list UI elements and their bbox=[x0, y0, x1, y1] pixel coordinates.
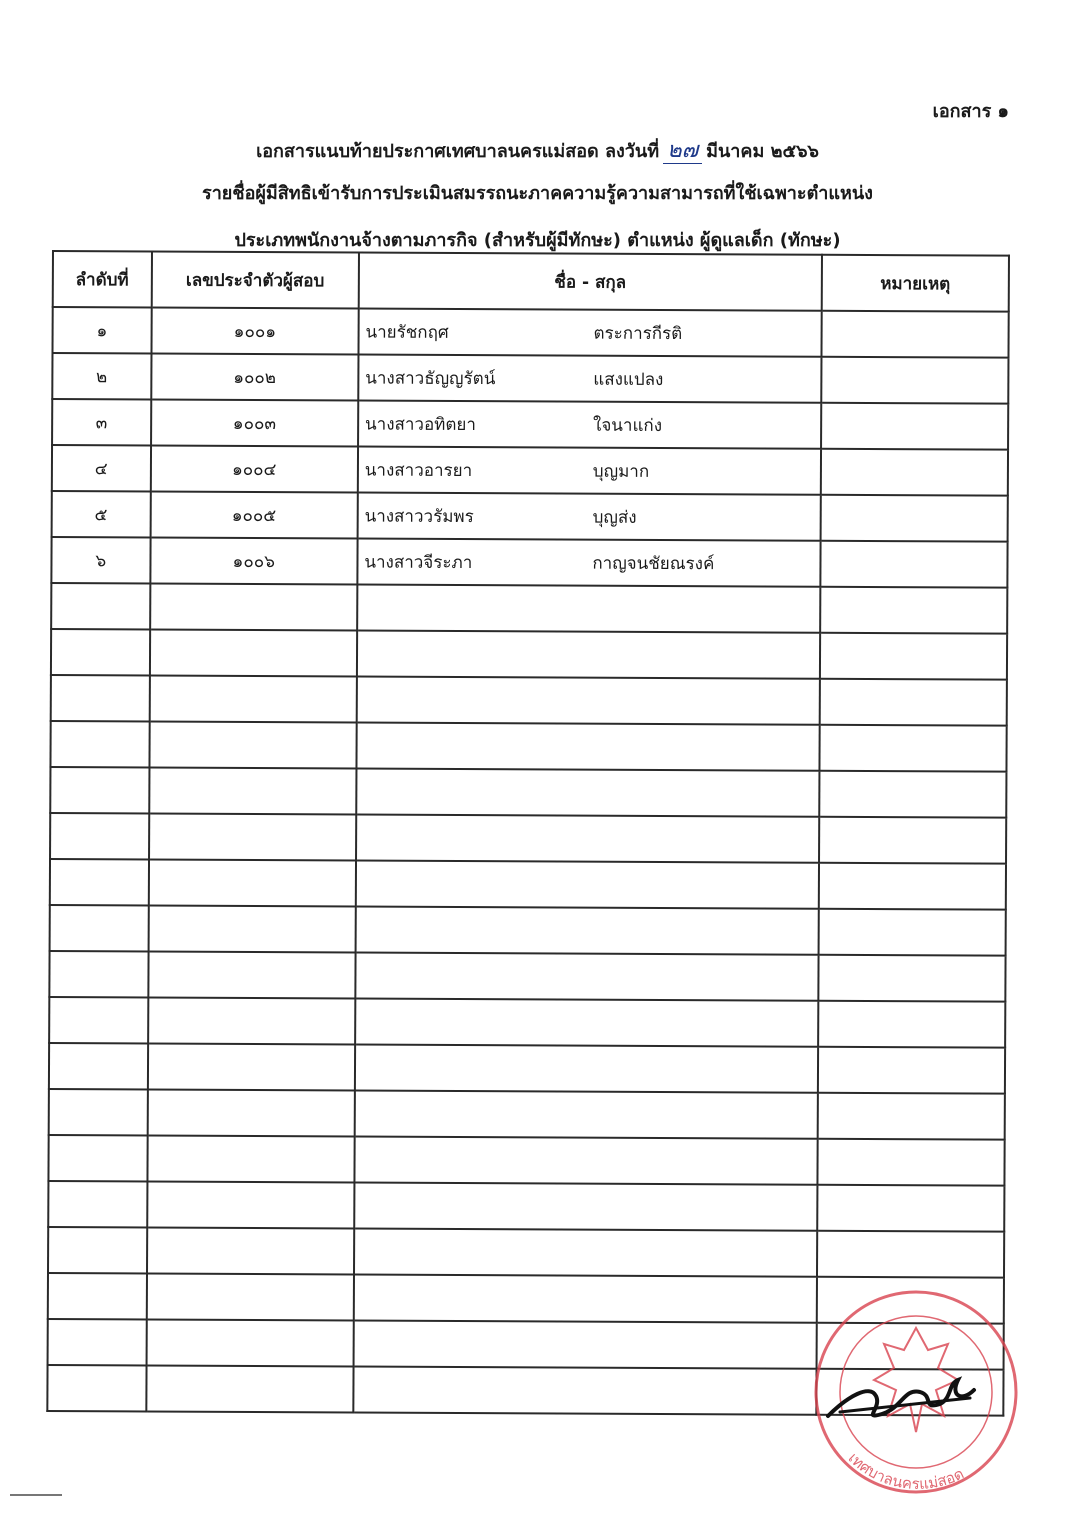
cell-no bbox=[49, 951, 148, 997]
cell-no bbox=[50, 721, 149, 767]
table-row bbox=[49, 1043, 1005, 1094]
footer-mark bbox=[10, 1494, 62, 1496]
cell-no: ๖ bbox=[51, 537, 150, 583]
table-row bbox=[50, 721, 1006, 772]
table-row bbox=[51, 629, 1007, 680]
cell-exam-id bbox=[148, 951, 356, 998]
cell-no bbox=[50, 859, 149, 905]
cell-note bbox=[818, 1047, 1005, 1094]
last-name: บุญมาก bbox=[592, 461, 650, 482]
cell-no bbox=[51, 629, 150, 675]
cell-no: ๒ bbox=[52, 353, 151, 399]
cell-note bbox=[818, 1001, 1005, 1048]
table-row bbox=[51, 583, 1007, 634]
first-name: นางสาวอารยา bbox=[364, 460, 473, 481]
cell-name bbox=[355, 952, 818, 1000]
cell-exam-id bbox=[148, 905, 356, 952]
last-name: แสงแปลง bbox=[593, 369, 664, 390]
cell-exam-id: ๑๐๐๓ bbox=[151, 399, 359, 446]
table-row bbox=[49, 951, 1005, 1002]
name-wrap bbox=[359, 364, 820, 393]
cell-name bbox=[358, 400, 821, 448]
cell-note bbox=[817, 1185, 1004, 1232]
cell-exam-id: ๑๐๐๕ bbox=[150, 491, 358, 538]
cell-no bbox=[48, 1319, 147, 1365]
cell-no bbox=[47, 1365, 146, 1411]
header-exam-id: เลขประจำตัวผู้สอบ bbox=[151, 251, 359, 308]
cell-exam-id bbox=[150, 629, 358, 676]
name-wrap bbox=[359, 456, 820, 485]
cell-name bbox=[357, 538, 820, 586]
cell-name bbox=[354, 1274, 817, 1322]
cell-exam-id bbox=[148, 997, 356, 1044]
cell-exam-id: ๑๐๐๒ bbox=[151, 353, 359, 400]
cell-note bbox=[821, 449, 1008, 496]
seal-text: เทศบาลนครแม่สอด bbox=[844, 1448, 967, 1493]
cell-note bbox=[819, 817, 1006, 864]
cell-no bbox=[51, 675, 150, 721]
table-row bbox=[50, 859, 1006, 910]
cell-no bbox=[51, 583, 150, 629]
official-seal bbox=[800, 1284, 1032, 1504]
cell-no bbox=[48, 1181, 147, 1227]
table-row bbox=[52, 353, 1008, 404]
table-header-row bbox=[53, 251, 1009, 312]
cell-name bbox=[357, 676, 820, 724]
cell-name bbox=[358, 492, 821, 540]
cell-note bbox=[817, 1231, 1004, 1278]
cell-name bbox=[358, 354, 821, 402]
cell-no bbox=[50, 767, 149, 813]
signature-underline bbox=[840, 1398, 970, 1412]
header-note: หมายเหตุ bbox=[822, 255, 1009, 312]
cell-name bbox=[356, 722, 819, 770]
table-row bbox=[52, 445, 1008, 496]
cell-no: ๔ bbox=[52, 445, 151, 491]
cell-note bbox=[817, 1093, 1004, 1140]
announcement-subtitle: รายชื่อผู้มีสิทธิเข้ารับการประเมินสมรรถนะภาคความรู้ความสามารถที่ใช้เฉพาะตำแหน่ง bbox=[202, 183, 873, 204]
cell-name bbox=[353, 1320, 816, 1368]
handwritten-day: ๒๗ bbox=[663, 138, 702, 164]
cell-name bbox=[356, 814, 819, 862]
table-row bbox=[51, 675, 1007, 726]
cell-note bbox=[819, 679, 1006, 726]
table-row bbox=[49, 1089, 1005, 1140]
cell-name bbox=[355, 1044, 818, 1092]
header-name: ชื่อ - สกุล bbox=[359, 252, 822, 310]
cell-exam-id: ๑๐๐๖ bbox=[150, 537, 358, 584]
cell-note bbox=[818, 909, 1005, 956]
cell-exam-id bbox=[146, 1365, 354, 1412]
garuda-emblem-icon bbox=[874, 1328, 958, 1432]
last-name: กาญจนชัยณรงค์ bbox=[592, 553, 715, 574]
candidate-table bbox=[46, 250, 1010, 1417]
cell-exam-id bbox=[149, 675, 357, 722]
cell-exam-id bbox=[148, 1043, 356, 1090]
cell-exam-id bbox=[147, 1135, 355, 1182]
cell-name bbox=[355, 906, 818, 954]
cell-name bbox=[357, 584, 820, 632]
cell-exam-id bbox=[150, 583, 358, 630]
cell-no bbox=[50, 905, 149, 951]
header-no: ลำดับที่ bbox=[53, 251, 152, 307]
table-row bbox=[49, 997, 1005, 1048]
cell-note bbox=[818, 955, 1005, 1002]
cell-no: ๑ bbox=[52, 307, 151, 353]
announcement-title bbox=[0, 132, 1075, 167]
position-line: ประเภทพนักงานจ้างตามภารกิจ (สำหรับผู้มีทักษะ) ตำแหน่ง ผู้ดูแลเด็ก (ทักษะ) bbox=[234, 230, 841, 251]
cell-note bbox=[821, 357, 1008, 404]
cell-no: ๕ bbox=[52, 491, 151, 537]
name-wrap bbox=[358, 548, 819, 577]
cell-exam-id bbox=[146, 1319, 354, 1366]
table-row bbox=[52, 491, 1008, 542]
table-row bbox=[48, 1135, 1004, 1186]
name-wrap bbox=[359, 502, 820, 531]
cell-exam-id bbox=[146, 1273, 354, 1320]
cell-name bbox=[358, 308, 821, 356]
cell-note bbox=[820, 633, 1007, 680]
last-name: บุญส่ง bbox=[592, 507, 637, 528]
first-name: นางสาววรัมพร bbox=[364, 506, 474, 527]
cell-exam-id: ๑๐๐๔ bbox=[150, 445, 358, 492]
cell-exam-id bbox=[149, 813, 357, 860]
title-month-year: มีนาคม ๒๕๖๖ bbox=[706, 141, 819, 162]
cell-note bbox=[820, 541, 1007, 588]
cell-name bbox=[354, 1228, 817, 1276]
cell-name bbox=[355, 1090, 818, 1138]
cell-note bbox=[819, 771, 1006, 818]
first-name: นางสาวจีระภา bbox=[364, 552, 473, 573]
first-name: นายรัชกฤศ bbox=[365, 322, 449, 343]
cell-exam-id bbox=[147, 1227, 355, 1274]
title-prefix: เอกสารแนบท้ายประกาศเทศบาลนครแม่สอด ลงวันที่ bbox=[256, 141, 660, 162]
cell-exam-id bbox=[147, 1089, 355, 1136]
cell-name bbox=[356, 860, 819, 908]
first-name: นางสาวอทิตยา bbox=[365, 414, 477, 435]
cell-no bbox=[48, 1135, 147, 1181]
cell-name bbox=[354, 1182, 817, 1230]
table-row bbox=[50, 905, 1006, 956]
last-name: ใจนาแก่ง bbox=[593, 415, 663, 436]
cell-no bbox=[48, 1273, 147, 1319]
cell-exam-id bbox=[147, 1181, 355, 1228]
cell-name bbox=[356, 768, 819, 816]
document-label: เอกสาร ๑ bbox=[932, 101, 1009, 122]
cell-no bbox=[49, 1089, 148, 1135]
cell-no: ๓ bbox=[52, 399, 151, 445]
table-row bbox=[52, 307, 1008, 358]
cell-note bbox=[820, 495, 1007, 542]
table-row bbox=[50, 813, 1006, 864]
cell-exam-id: ๑๐๐๑ bbox=[151, 307, 359, 354]
cell-note bbox=[819, 725, 1006, 772]
cell-no bbox=[48, 1227, 147, 1273]
cell-name bbox=[354, 1136, 817, 1184]
cell-note bbox=[821, 403, 1008, 450]
cell-note bbox=[817, 1139, 1004, 1186]
cell-name bbox=[355, 998, 818, 1046]
name-wrap bbox=[359, 318, 820, 347]
table-row bbox=[51, 537, 1007, 588]
cell-no bbox=[49, 997, 148, 1043]
cell-exam-id bbox=[149, 767, 357, 814]
name-wrap bbox=[359, 410, 820, 439]
first-name: นางสาวธัญญรัตน์ bbox=[365, 368, 496, 389]
table-row bbox=[48, 1181, 1004, 1232]
cell-no bbox=[50, 813, 149, 859]
cell-note bbox=[819, 863, 1006, 910]
cell-name bbox=[353, 1366, 816, 1414]
cell-no bbox=[49, 1043, 148, 1089]
table-row bbox=[52, 399, 1008, 450]
cell-name bbox=[358, 446, 821, 494]
cell-exam-id bbox=[149, 721, 357, 768]
cell-note bbox=[821, 311, 1008, 358]
cell-exam-id bbox=[148, 859, 356, 906]
last-name: ตระการกีรติ bbox=[593, 323, 683, 344]
cell-name bbox=[357, 630, 820, 678]
cell-note bbox=[820, 587, 1007, 634]
table-row bbox=[50, 767, 1006, 818]
table-row bbox=[48, 1227, 1004, 1278]
